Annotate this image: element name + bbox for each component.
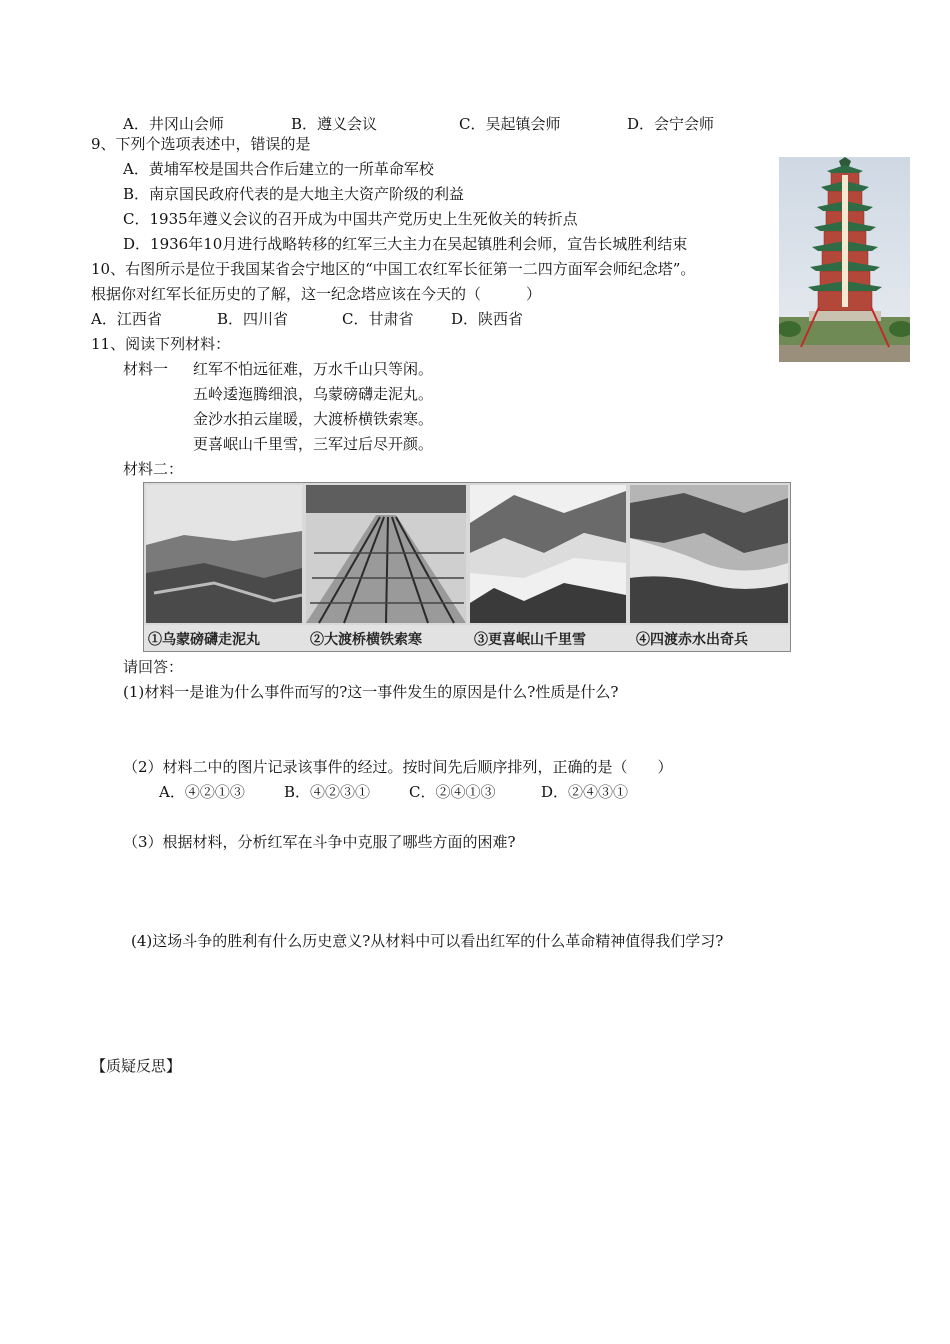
photo-caption-2: ②大渡桥横铁索寒 (310, 632, 422, 648)
memorial-tower-photo (779, 157, 910, 362)
sub2-option-a: A．④②①③ (159, 783, 245, 801)
q9-option-d: D．1936年10月进行战略转移的红军三大主力在吴起镇胜利会师，宣告长城胜利结束 (123, 235, 688, 253)
material2-photo-strip (143, 482, 791, 652)
poem-line-2: 五岭逶迤腾细浪，乌蒙磅礴走泥丸。 (193, 385, 434, 403)
subquestion-1: (1)材料一是谁为什么事件而写的?这一事件发生的原因是什么?性质是什么? (123, 683, 619, 701)
q9-option-b: B．南京国民政府代表的是大地主大资产阶级的利益 (123, 185, 465, 203)
poem-line-3: 金沙水拍云崖暖，大渡桥横铁索寒。 (193, 410, 434, 428)
photo-minshan-snow (470, 485, 626, 623)
sub2-option-b: B．④②③① (284, 783, 371, 801)
sub2-option-d: D．②④③① (541, 783, 629, 801)
photo-caption-4: ④四渡赤水出奇兵 (636, 632, 748, 648)
subquestion-3: （3）根据材料，分析红军在斗争中克服了哪些方面的困难? (123, 833, 516, 851)
photo-chishui-river (630, 485, 788, 623)
q10-option-c: C．甘肃省 (342, 310, 414, 328)
subquestion-2: （2）材料二中的图片记录该事件的经过。按时间先后顺序排列，正确的是（ ） (123, 758, 673, 776)
q8-option-b: B．遵义会议 (291, 115, 378, 133)
q10-stem-line1: 10、右图所示是位于我国某省会宁地区的“中国工农红军长征第一二四方面军会师纪念塔”。 (91, 260, 696, 278)
photo-caption-1: ①乌蒙磅礴走泥丸 (148, 632, 260, 648)
sub2-option-c: C．②④①③ (409, 783, 496, 801)
q10-option-a: A．江西省 (91, 310, 162, 328)
q11-stem: 11、阅读下列材料： (91, 335, 231, 353)
q9-option-c: C．1935年遵义会议的召开成为中国共产党历史上生死攸关的转折点 (123, 210, 578, 228)
subquestion-4: (4)这场斗争的胜利有什么历史意义?从材料中可以看出红军的什么革命精神值得我们学习? (131, 932, 724, 950)
photo-dadu-bridge (306, 485, 466, 623)
material2-label: 材料二： (123, 460, 184, 478)
poem-line-4: 更喜岷山千里雪，三军过后尽开颜。 (193, 435, 434, 453)
photo-caption-3: ③更喜岷山千里雪 (474, 632, 586, 648)
q10-stem-line2: 根据你对红军长征历史的了解，这一纪念塔应该在今天的（ ） (91, 285, 542, 303)
reflection-heading: 【质疑反思】 (91, 1057, 182, 1075)
q10-option-d: D．陕西省 (451, 310, 524, 328)
poem-line-1: 红军不怕远征难，万水千山只等闲。 (193, 360, 434, 378)
q9-option-a: A．黄埔军校是国共合作后建立的一所革命军校 (123, 160, 434, 178)
q8-option-d: D．会宁会师 (627, 115, 715, 133)
material1-label: 材料一 (123, 360, 169, 378)
photo-wumeng (146, 485, 302, 623)
q8-option-c: C．吴起镇会师 (459, 115, 561, 133)
q9-stem: 9、下列个选项表述中，错误的是 (91, 135, 311, 153)
answer-prompt: 请回答： (123, 658, 184, 676)
q8-option-a: A．井冈山会师 (123, 115, 224, 133)
q10-option-b: B．四川省 (217, 310, 289, 328)
